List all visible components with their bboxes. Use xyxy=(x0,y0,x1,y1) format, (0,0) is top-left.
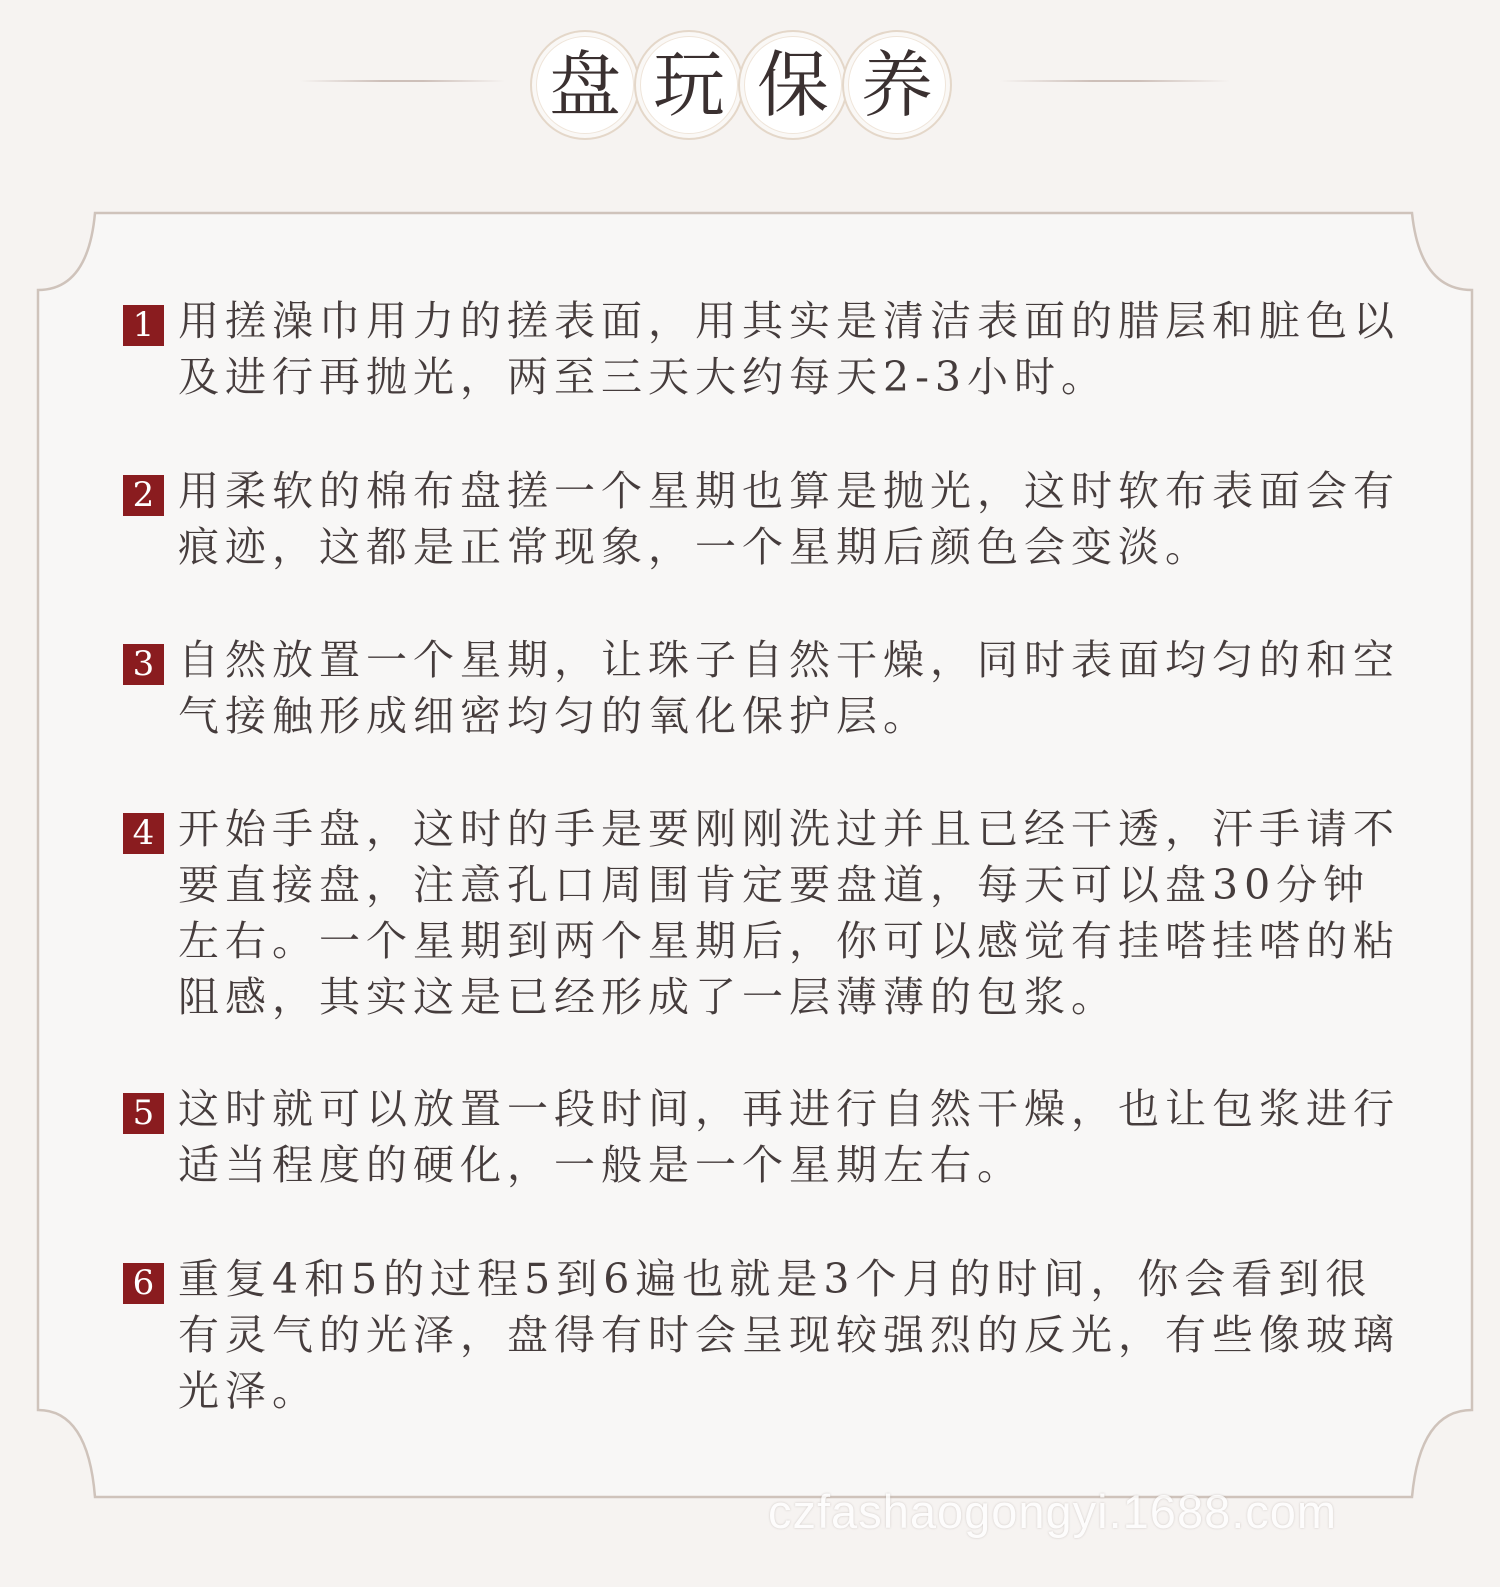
step-number-badge: 5 xyxy=(123,1093,164,1134)
step-text: 这时就可以放置一段时间，再进行自然干燥，也让包浆进行适当程度的硬化，一般是一个星期左右。 xyxy=(178,1085,1400,1189)
title-char-1: 盘 xyxy=(548,43,621,127)
step-text: 用柔软的棉布盘搓一个星期也算是抛光，这时软布表面会有痕迹，这都是正常现象，一个星期后颜色会变淡。 xyxy=(178,467,1400,571)
step-number-badge: 4 xyxy=(123,813,164,854)
title-char-2: 玩 xyxy=(652,43,725,127)
step-text: 开始手盘，这时的手是要刚刚洗过并且已经干透，汗手请不要直接盘，注意孔口周围肯定要盘道，每天可以盘30分钟左右。一个星期到两个星期后，你可以感觉有挂嗒挂嗒的粘阻感，其实这是已经形成了一层薄薄的包浆。 xyxy=(178,805,1400,1021)
step-number-badge: 6 xyxy=(123,1263,164,1304)
step-number-badge: 1 xyxy=(123,305,164,346)
step-text: 自然放置一个星期，让珠子自然干燥，同时表面均匀的和空气接触形成细密均匀的氧化保护层。 xyxy=(178,636,1400,740)
watermark: czfashaogongyi.1688.com xyxy=(768,1485,1338,1538)
title-char-3: 保 xyxy=(756,43,829,127)
step-number-badge: 2 xyxy=(123,475,164,516)
step-text: 用搓澡巾用力的搓表面，用其实是清洁表面的腊层和脏色以及进行再抛光，两至三天大约每天2-3小时。 xyxy=(178,297,1400,401)
step-text: 重复4和5的过程5到6遍也就是3个月的时间，你会看到很有灵气的光泽，盘得有时会呈现较强烈的反光，有些像玻璃光泽。 xyxy=(178,1255,1400,1415)
step-number-badge: 3 xyxy=(123,644,164,685)
title-char-4: 养 xyxy=(860,43,933,127)
